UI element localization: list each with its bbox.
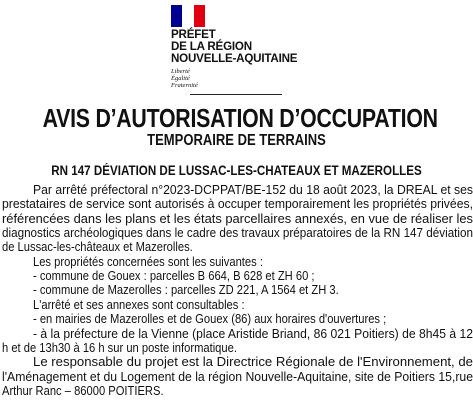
- body-line-text: - en mairies de Mazerolles et de Gouex (86) aux horaires d'ouvertures ;: [33, 311, 387, 327]
- body-line-text: Le responsable du projet est la Directrice Régionale de l'Environnement, de: [33, 354, 473, 370]
- body-line: [2, 341, 473, 355]
- body-line: [2, 212, 473, 226]
- body-line: [33, 355, 473, 369]
- project-heading: RN 147 DÉVIATION DE LUSSAC-LES-CHATEAUX ET MAZEROLLES: [51, 163, 422, 178]
- divider: [190, 94, 282, 95]
- body-line: [33, 269, 473, 283]
- notice-title: AVIS D’AUTORISATION D’OCCUPATION: [42, 103, 438, 133]
- body-line: [2, 240, 473, 254]
- logo-nouvelle-aquitaine: NOUVELLE-AQUITAINE: [171, 52, 298, 65]
- body-line-text: h et de 13h30 à 16 h sur un poste informatique.: [2, 339, 237, 355]
- body-line-text: - commune de Mazerolles : parcelles ZD 221, A 1564 et ZH 3.: [33, 282, 339, 298]
- body-line-text: l'Aménagement et du Logement de la région Nouvelle-Aquitaine, site de Poitiers 15,rue: [2, 368, 473, 384]
- body-line: [2, 384, 473, 398]
- body-line: [33, 255, 473, 269]
- body-line: [33, 183, 473, 197]
- body-line-text: diagnostics archéologiques dans le cadre des travaux préparatoires de la RN 147 déviation: [2, 225, 473, 241]
- body-line-text: - commune de Gouex : parcelles B 664, B 628 et ZH 60 ;: [33, 268, 315, 284]
- body-line: [2, 226, 473, 240]
- body-line-text: Arthur Ranc – 86000 POITIERS.: [2, 382, 164, 398]
- body-line-text: L'arrêté et ses annexes sont consultables :: [33, 296, 245, 312]
- body-line: [33, 327, 473, 341]
- body-line-text: référencées dans les plans et les états parcellaires annexés, en vue de réaliser les: [2, 210, 473, 226]
- motto-fraternite: Fraternité: [171, 82, 198, 89]
- motto-egalite: Égalité: [171, 75, 190, 82]
- prefecture-logo: [171, 5, 321, 89]
- body-line-text: prestataires de service sont autorisés à occuper temporairement les propriétés privées,: [2, 196, 473, 212]
- body-line: [2, 370, 473, 384]
- french-flag-icon: [171, 5, 205, 27]
- notice-subtitle: TEMPORAIRE DE TERRAINS: [147, 132, 326, 149]
- body-line: [33, 283, 473, 297]
- body-line-text: de Lussac-les-châteaux et Mazerolles.: [2, 239, 193, 255]
- motto-liberte: Liberté: [171, 68, 190, 75]
- logo-region: DE LA RÉGION: [171, 40, 252, 53]
- body-line-text: Les propriétés concernées sont les suivantes :: [33, 253, 263, 269]
- logo-prefet: PRÉFET: [171, 28, 216, 41]
- body-line: [33, 312, 473, 326]
- body-line: [33, 298, 473, 312]
- body-line-text: - à la préfecture de la Vienne (place Aristide Briand, 86 021 Poitiers) de 8h45 à 12: [33, 325, 473, 341]
- body-line: [2, 197, 473, 211]
- body-line-text: Par arrêté préfectoral n°2023-DCPPAT/BE-152 du 18 août 2023, la DREAL et ses: [33, 182, 473, 197]
